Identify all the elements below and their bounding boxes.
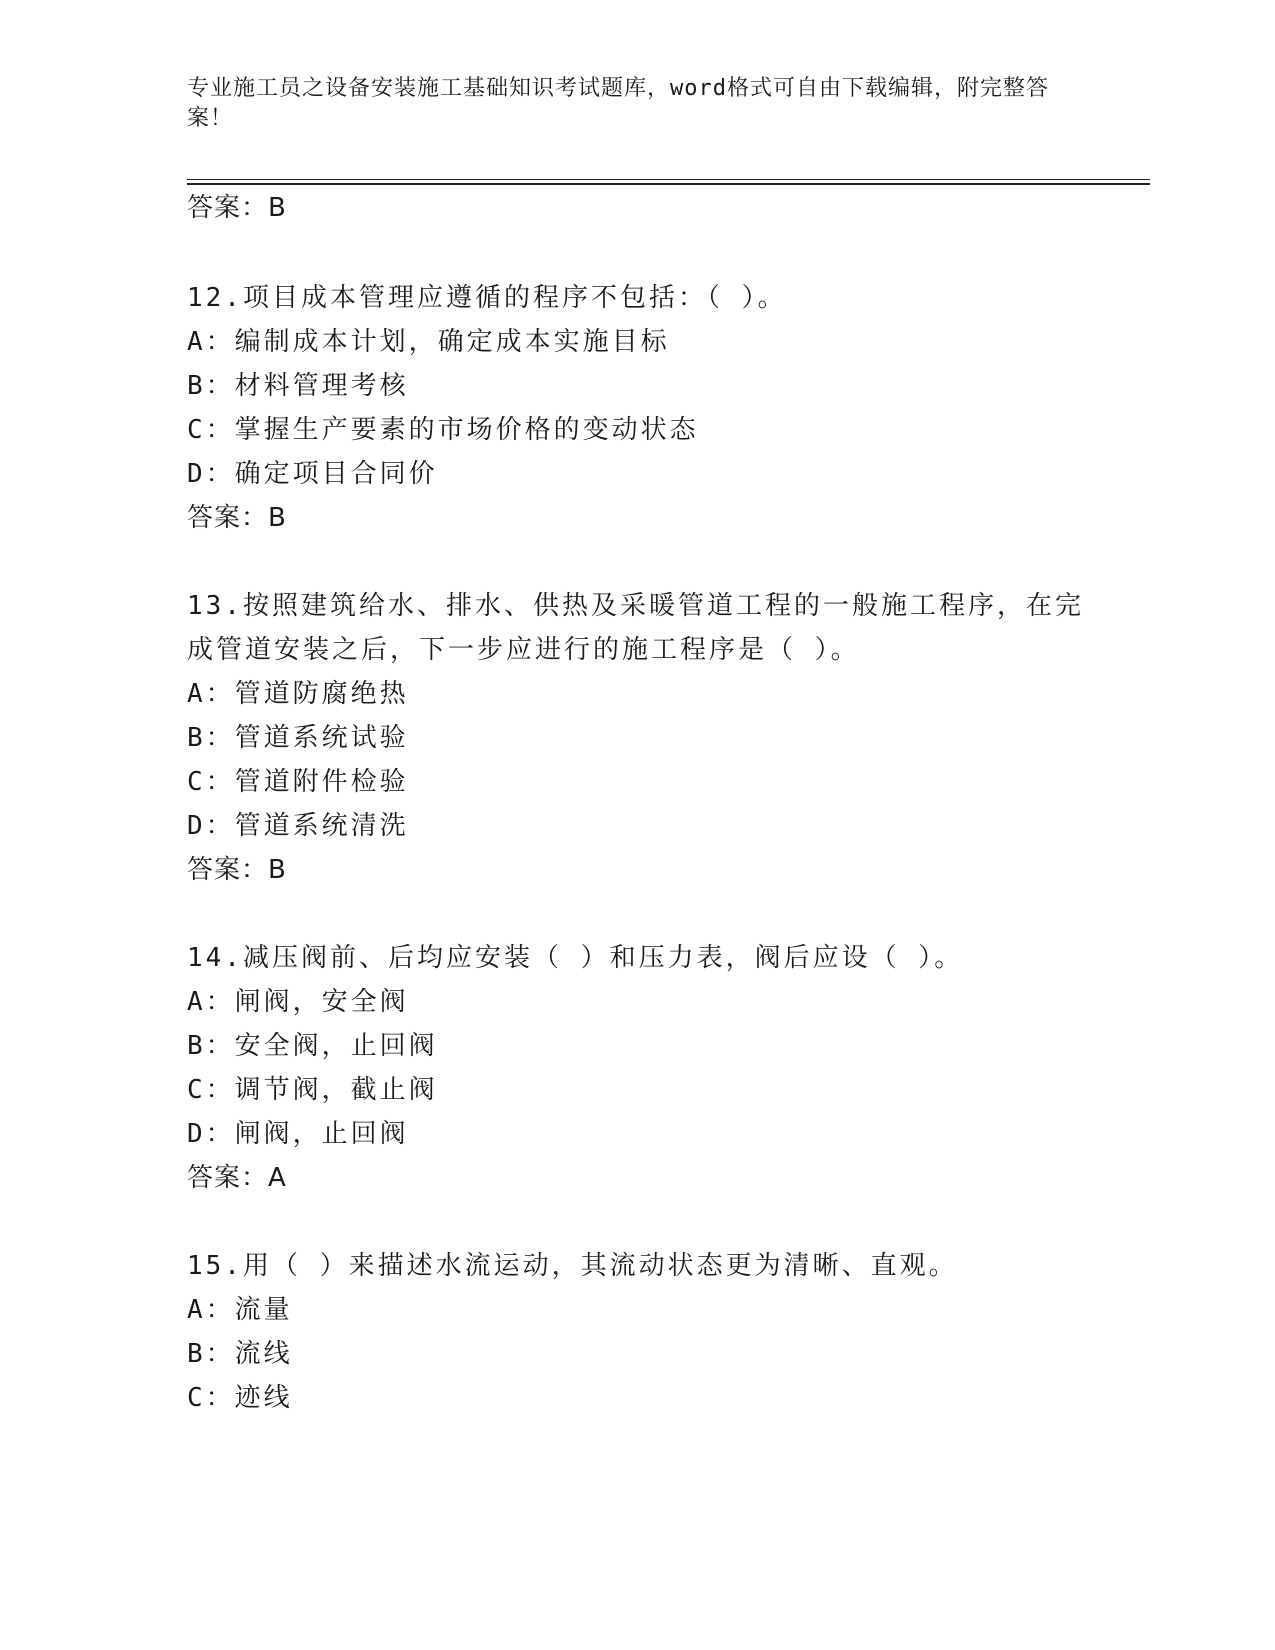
question-14-stem: 14.减压阀前、后均应安装（ ）和压力表，阀后应设（ ）。 (187, 943, 964, 973)
question-14-option-d: D：闸阀，止回阀 (187, 1119, 409, 1149)
document-header: 专业施工员之设备安装施工基础知识考试题库，word格式可自由下载编辑，附完整答案！ (187, 76, 1049, 131)
answer-q13: 答案：B (187, 855, 287, 885)
question-13-stem-line1: 13.按照建筑给水、排水、供热及采暖管道工程的一般施工程序，在完 (187, 591, 1084, 621)
question-12-option-a: A：编制成本计划，确定成本实施目标 (187, 327, 670, 357)
answer-q11: 答案：B (187, 193, 287, 223)
question-15-option-c: C：迹线 (187, 1383, 293, 1413)
question-14-option-b: B：安全阀，止回阀 (187, 1031, 438, 1061)
question-15-option-a: A：流量 (187, 1295, 293, 1325)
question-13-stem-line2: 成管道安装之后，下一步应进行的施工程序是（ ）。 (187, 635, 860, 665)
question-13-option-b: B：管道系统试验 (187, 723, 409, 753)
question-13-option-c: C：管道附件检验 (187, 767, 409, 797)
question-12-stem: 12.项目成本管理应遵循的程序不包括：（ ）。 (187, 283, 787, 313)
question-15-option-b: B：流线 (187, 1339, 293, 1369)
question-14-option-c: C：调节阀，截止阀 (187, 1075, 438, 1105)
question-13-option-a: A：管道防腐绝热 (187, 679, 409, 709)
header-divider-thick (187, 183, 1150, 185)
header-divider-thin (187, 179, 1150, 180)
question-12-option-c: C：掌握生产要素的市场价格的变动状态 (187, 415, 699, 445)
question-12-option-d: D：确定项目合同价 (187, 459, 438, 489)
answer-q14: 答案：A (187, 1163, 287, 1193)
question-14-option-a: A：闸阀，安全阀 (187, 987, 409, 1017)
question-13-option-d: D：管道系统清洗 (187, 811, 409, 841)
question-15-stem: 15.用（ ）来描述水流运动，其流动状态更为清晰、直观。 (187, 1251, 958, 1281)
answer-q12: 答案：B (187, 503, 287, 533)
question-12-option-b: B：材料管理考核 (187, 371, 409, 401)
